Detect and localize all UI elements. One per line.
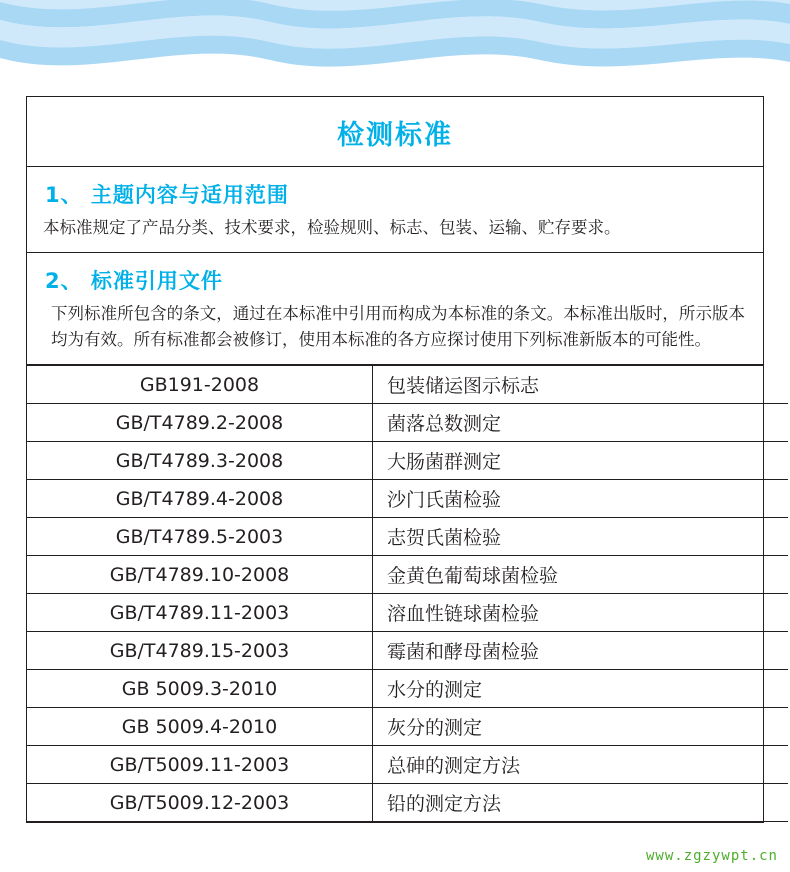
standards-document: [26, 96, 764, 823]
standard-code: GB 5009.4-2010: [27, 708, 373, 746]
standard-name: 霉菌和酵母菌检验: [373, 632, 789, 670]
table-row: [27, 404, 788, 442]
standard-name: 溶血性链球菌检验: [373, 594, 789, 632]
standard-name: 菌落总数测定: [373, 404, 789, 442]
standard-name: 灰分的测定: [373, 708, 789, 746]
table-row: [27, 594, 788, 632]
table-row: [27, 632, 788, 670]
watermark-text: www.zgzywpt.cn: [645, 848, 778, 864]
page-title: 检测标准: [27, 97, 763, 167]
table-row: [27, 480, 788, 518]
wave-graphic: [0, 0, 790, 72]
standard-code: GB/T4789.4-2008: [27, 480, 373, 518]
section-body-scope: 本标准规定了产品分类、技术要求，检验规则、标志、包装、运输、贮存要求。: [43, 218, 621, 237]
standard-name: 沙门氏菌检验: [373, 480, 789, 518]
standard-name: 大肠菌群测定: [373, 442, 789, 480]
standard-code: GB/T4789.15-2003: [27, 632, 373, 670]
decorative-wave-band: [0, 0, 790, 72]
standard-name: 总砷的测定方法: [373, 746, 789, 784]
standard-code: GB/T4789.2-2008: [27, 404, 373, 442]
section-heading-references: 2、 标准引用文件: [45, 268, 223, 293]
standard-name: 水分的测定: [373, 670, 789, 708]
table-row: [27, 556, 788, 594]
standards-table-wrapper: [27, 365, 763, 822]
standard-code: GB191-2008: [27, 366, 373, 404]
table-row: [27, 518, 788, 556]
section-heading-scope: 1、 主题内容与适用范围: [45, 183, 289, 207]
standard-name: 志贺氏菌检验: [373, 518, 789, 556]
standard-code: GB/T4789.10-2008: [27, 556, 373, 594]
table-row: [27, 708, 788, 746]
table-row: [27, 442, 788, 480]
standard-code: GB/T4789.5-2003: [27, 518, 373, 556]
standard-code: GB 5009.3-2010: [27, 670, 373, 708]
standard-name: 金黄色葡萄球菌检验: [373, 556, 789, 594]
table-row: [27, 784, 788, 822]
standards-table: [27, 366, 788, 822]
standard-code: GB/T5009.12-2003: [27, 784, 373, 822]
standards-table-body: [27, 366, 788, 822]
standard-code: GB/T4789.11-2003: [27, 594, 373, 632]
table-row: [27, 746, 788, 784]
section-references: [27, 253, 763, 365]
section-scope: [27, 167, 763, 253]
table-row: [27, 366, 788, 404]
standard-name: 包装储运图示标志: [373, 366, 789, 404]
standard-code: GB/T4789.3-2008: [27, 442, 373, 480]
table-row: [27, 670, 788, 708]
section-body-references: 下列标准所包含的条文，通过在本标准中引用而构成为本标准的条文。本标准出版时，所示版本均为有效。所有标准都会被修订，使用本标准的各方应探讨使用下列标准新版本的可能性。: [51, 303, 745, 350]
standard-name: 铅的测定方法: [373, 784, 789, 822]
standard-code: GB/T5009.11-2003: [27, 746, 373, 784]
